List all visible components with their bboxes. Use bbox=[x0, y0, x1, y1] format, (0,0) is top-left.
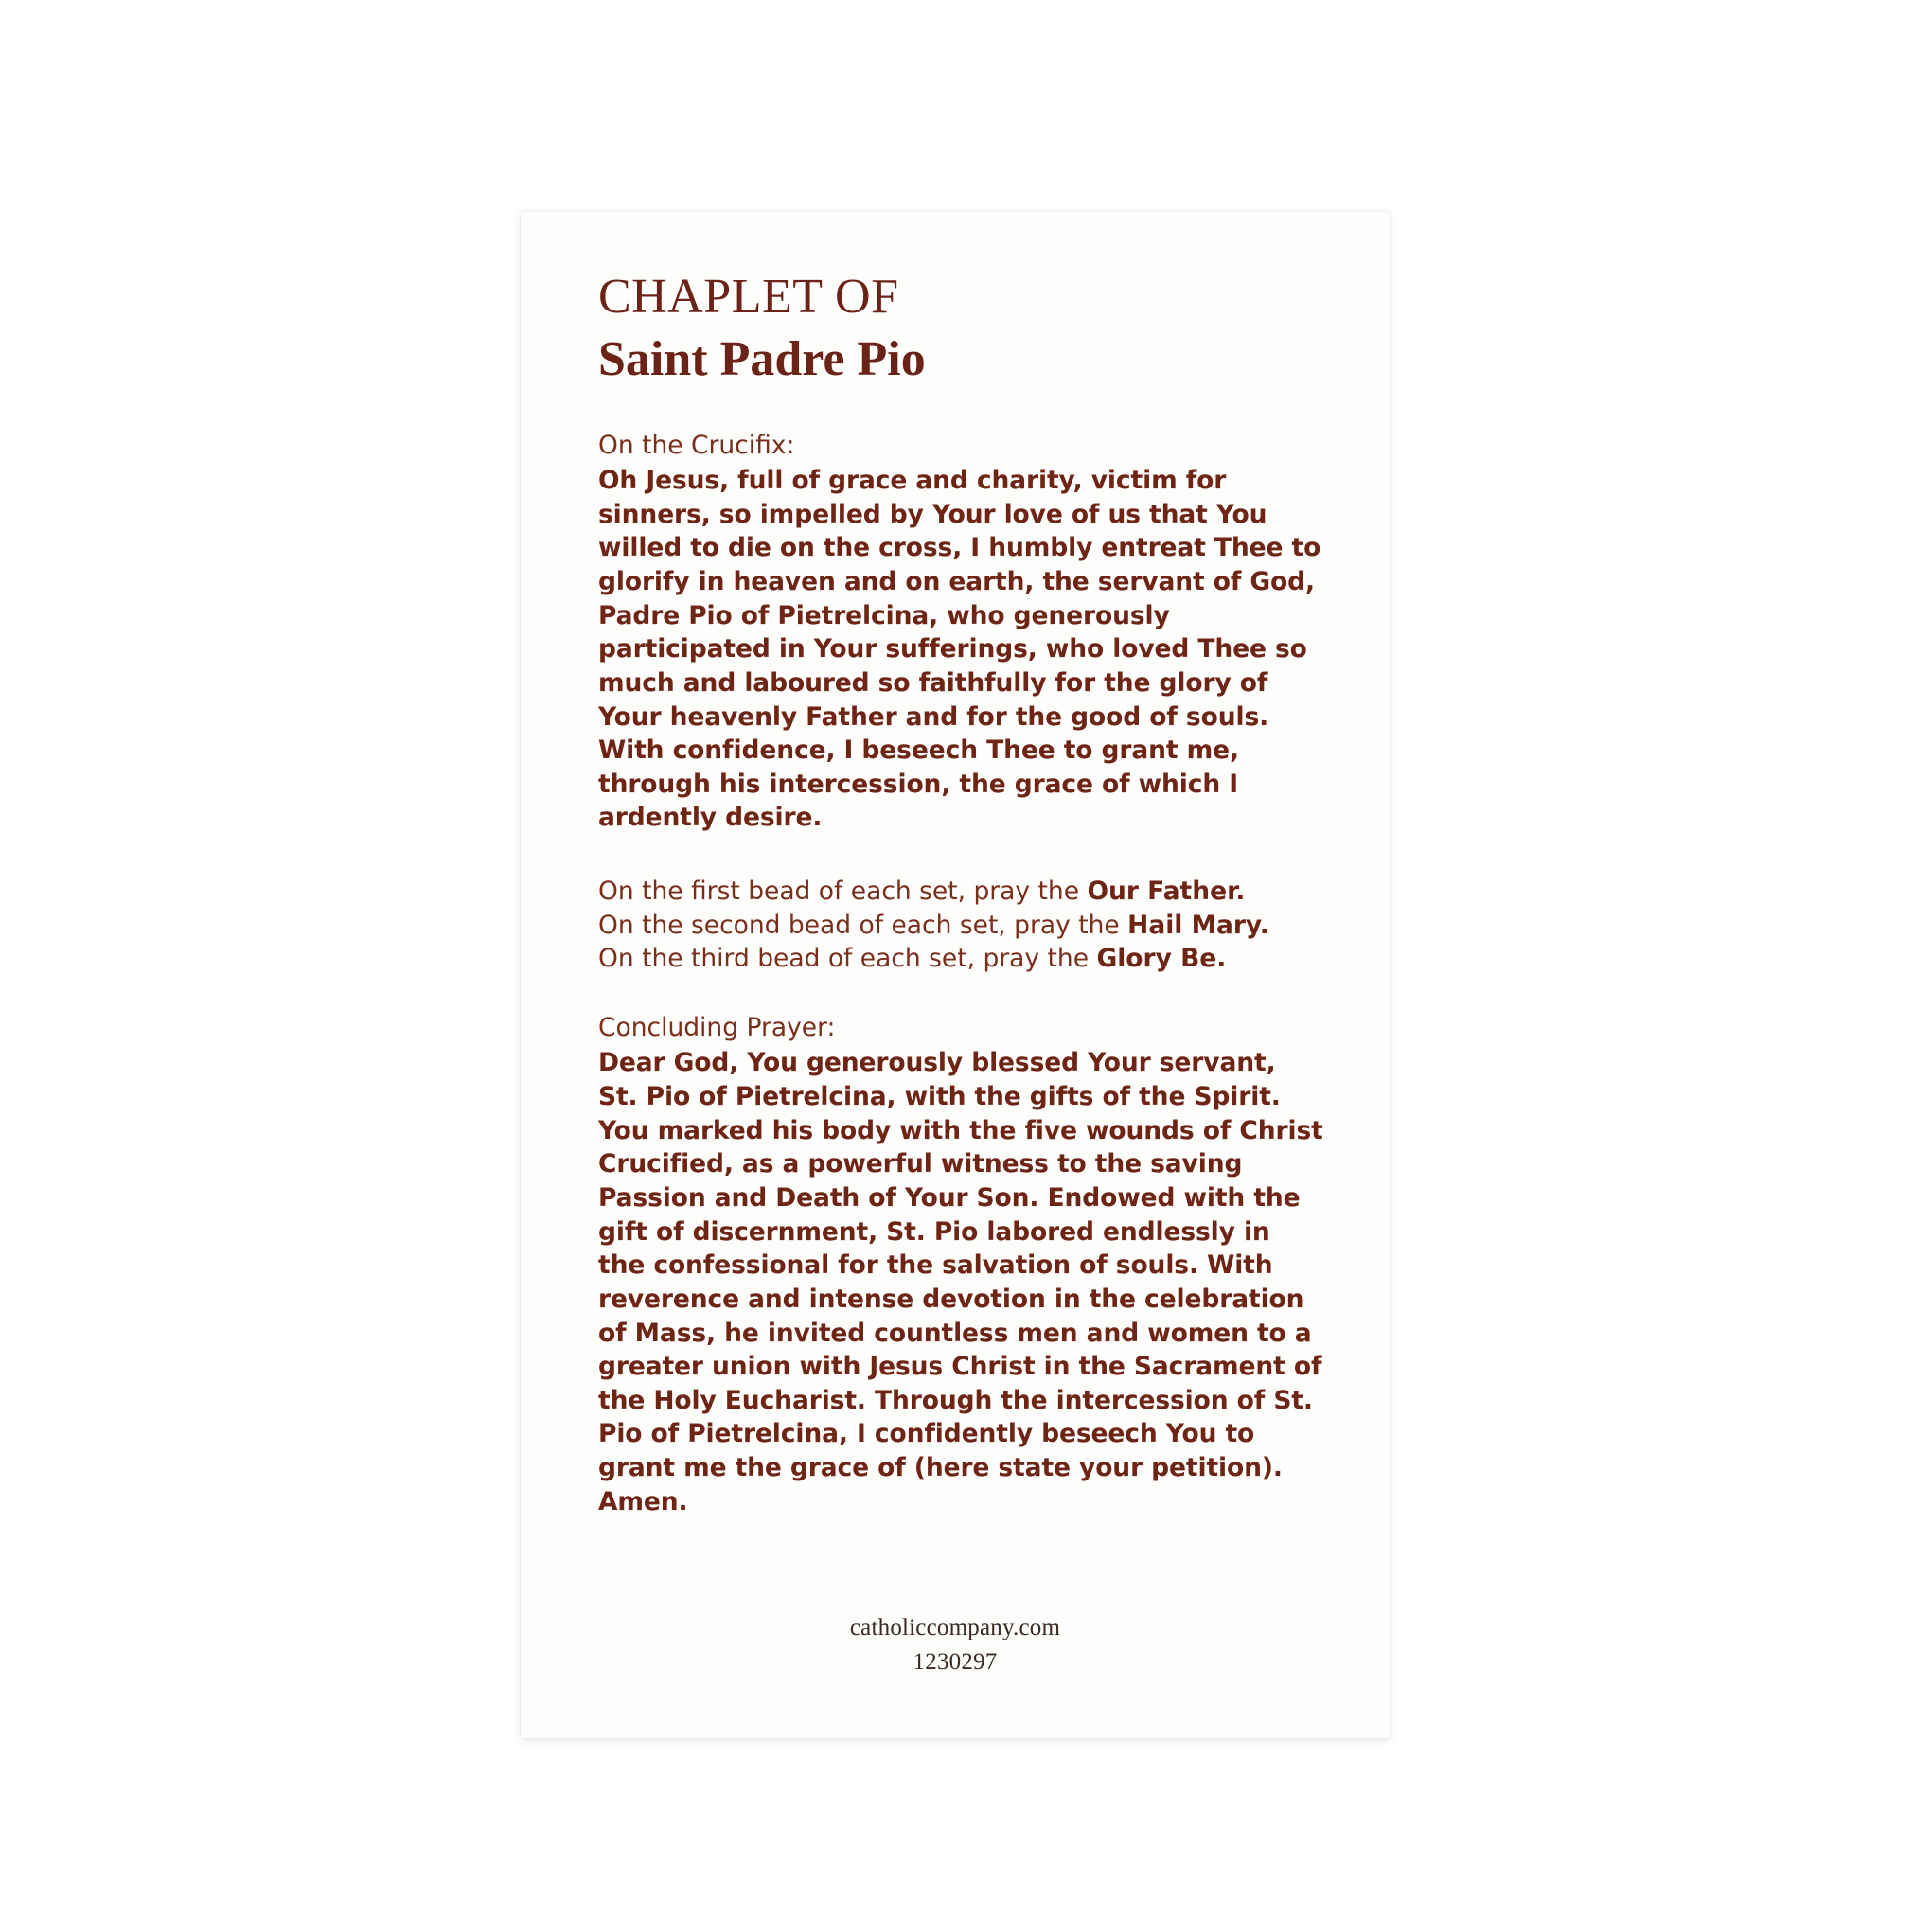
concluding-section-label: Concluding Prayer: bbox=[598, 1013, 836, 1042]
footer-item-number: 1230297 bbox=[913, 1649, 998, 1675]
spacer-1 bbox=[598, 835, 1323, 875]
concluding-prayer-text: Dear God, You generously blessed Your servant, St. Pio of Pietrelcina, with the gifts of the Spirit. You marked his body with the five wounds of Christ Crucified, as a powerful witness to the saving Passion and Death of Your Son. Endowed with the gift of discernment, St. Pio labored endlessly in the confessional for the salvation of souls. With reverence and intense devotion in the celebration of Mass, he invited countless men and women to a greater union with Jesus Christ in the Sacrament of the Holy Eucharist. Through the intercession of St. Pio of Pietrelcina, I confidently beseech You to grant me the grace of (here state your petition). Amen. bbox=[598, 1048, 1323, 1516]
bead-instruction-third-prefix: On the third bead of each set, pray the bbox=[598, 944, 1097, 974]
crucifix-section-label: On the Crucifix: bbox=[598, 430, 795, 460]
bead-instruction-second bbox=[598, 909, 1323, 943]
spacer-2 bbox=[598, 976, 1323, 1012]
page-title-line-2: Saint Padre Pio bbox=[598, 331, 926, 386]
crucifix-prayer-text: Oh Jesus, full of grace and charity, victim for sinners, so impelled by Your love of us that You willed to die on the cross, I humbly entreat Thee to glorify in heaven and on earth, the servant of God, Padre Pio of Pietrelcina, who generously participated in Your sufferings, who loved Thee so much and laboured so faithfully for the glory of Your heavenly Father and for the good of souls. With confidence, I beseech Thee to grant me, through his intercession, the grace of which I ardently desire. bbox=[598, 466, 1321, 833]
bead-instruction-third-prayer: Glory Be. bbox=[1096, 944, 1227, 974]
prayer-card bbox=[521, 212, 1390, 1738]
card-footer bbox=[521, 1615, 1390, 1675]
bead-instruction-second-prefix: On the second bead of each set, pray the bbox=[598, 910, 1128, 940]
page-title-line-1: CHAPLET OF bbox=[598, 270, 899, 324]
card-content bbox=[598, 269, 1323, 1518]
bead-instruction-first-prayer: Our Father. bbox=[1087, 877, 1246, 907]
bead-instruction-first-prefix: On the first bead of each set, pray the bbox=[598, 877, 1088, 907]
bead-instruction-third bbox=[598, 942, 1323, 976]
bead-instruction-second-prayer: Hail Mary. bbox=[1127, 910, 1269, 940]
footer-website: catholiccompany.com bbox=[849, 1615, 1061, 1640]
bead-instruction-first bbox=[598, 875, 1323, 909]
